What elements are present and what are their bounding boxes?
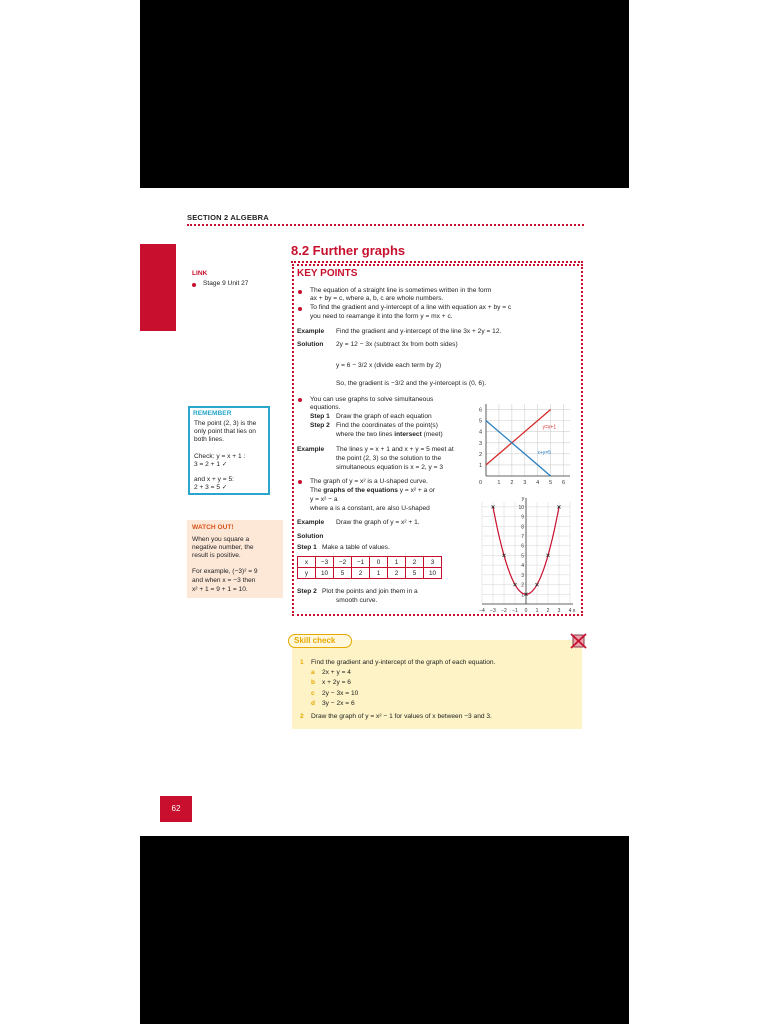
values-table <box>297 556 442 579</box>
simultaneous-equations-graph <box>474 398 574 488</box>
watch-line3: result is positive. <box>192 552 241 559</box>
page-number: 62 <box>171 804 181 813</box>
series-line <box>486 410 551 465</box>
table-row <box>298 557 442 568</box>
top-black-bar <box>140 0 629 188</box>
intersect-word: intersect <box>394 431 422 438</box>
key-points-heading: KEY POINTS <box>297 268 358 279</box>
bottom-black-bar <box>140 836 629 1024</box>
y-tick-label: 2 <box>521 582 524 589</box>
step1b-text: Make a table of values. <box>322 544 390 551</box>
x-tick-label: 6 <box>562 480 566 486</box>
example1-label: Example <box>297 328 325 335</box>
table-cell: −2 <box>334 557 352 568</box>
page-edge-tab <box>140 244 176 331</box>
y-tick-label: 1 <box>521 592 524 599</box>
series-label: x+y=5 <box>537 449 551 456</box>
x-tick-label: −3 <box>490 608 496 614</box>
x-tick-label: −4 <box>479 608 485 614</box>
watch-line1: When you square a <box>192 536 250 543</box>
page-title: 8.2 Further graphs <box>291 243 406 258</box>
p4-line2-bold: graphs of the equations <box>323 487 398 494</box>
series-line <box>486 421 551 476</box>
remember-line6: and x + y = 5: <box>194 476 234 483</box>
q1d-label: d <box>311 700 316 707</box>
kp-point3-line2: equations. <box>310 404 341 411</box>
x-tick-label: 4 <box>568 608 572 614</box>
kp-point4-line1: The graph of y = x² is a U-shaped curve. <box>310 478 428 485</box>
watch-line2: negative number, the <box>192 544 254 551</box>
watch-line5: and when x = −3 then <box>192 577 256 584</box>
y-tick-label: 5 <box>521 553 524 560</box>
page-number-tab <box>160 796 192 822</box>
q1c-text: 2y − 3x = 10 <box>322 690 359 697</box>
table-cell: 0 <box>370 557 388 568</box>
solution3-label: Solution <box>297 533 324 540</box>
section-divider <box>187 224 584 226</box>
x-tick-label: 2 <box>546 608 550 614</box>
example2-label: Example <box>297 446 325 453</box>
example2-line1: The lines y = x + 1 and x + y = 5 meet at <box>336 446 454 453</box>
calculator-not-allowed-icon <box>570 633 587 649</box>
link-title: LINK <box>192 270 208 277</box>
step2-text: Find the coordinates of the point(s) <box>336 422 438 429</box>
example1-text: Find the gradient and y-intercept of the line 3x + 2y = 12. <box>336 328 502 335</box>
bullet-3 <box>298 398 302 402</box>
link-item[interactable]: Stage 9 Unit 27 <box>203 280 249 287</box>
watch-line4: For example, (−3)² = 9 <box>192 568 258 575</box>
title-divider <box>291 261 583 263</box>
link-bullet <box>192 283 196 287</box>
q1-number: 1 <box>300 659 304 666</box>
y-tick-label: 4 <box>521 563 524 570</box>
skill-check-title: Skill check <box>294 636 336 645</box>
step2b-text: Plot the points and join them in a <box>322 588 418 595</box>
kp-point1-line2: ax + by = c, where a, b, c are whole numbers. <box>310 295 444 302</box>
table-cell: 10 <box>316 568 334 579</box>
kp-point4-line4: where a is a constant, are also U-shaped <box>310 505 430 512</box>
kp-point2-line2: you need to rearrange it into the form y = mx + c. <box>310 313 453 320</box>
section-heading: SECTION 2 ALGEBRA <box>187 213 269 222</box>
step2-line2 <box>336 431 443 439</box>
table-cell: 3 <box>424 557 442 568</box>
p4-line2-c: y = x² + a or <box>397 487 435 494</box>
y-tick-label: 1 <box>478 462 482 469</box>
q1b-text: x + 2y = 6 <box>322 679 351 686</box>
origin-label: 0 <box>478 480 482 486</box>
table-cell: 2 <box>388 568 406 579</box>
y-tick-label: 8 <box>521 524 524 531</box>
table-cell: −3 <box>316 557 334 568</box>
bullet-1 <box>298 290 302 294</box>
remember-line2: only point that lies on <box>194 428 256 435</box>
x-tick-label: 5 <box>549 480 553 486</box>
solution1-line2: y = 6 − 3/2 x (divide each term by 2) <box>336 362 442 369</box>
table-cell: 5 <box>406 568 424 579</box>
x-tick-label: 2 <box>510 480 514 486</box>
solution1-label: Solution <box>297 341 324 348</box>
kp-point4-line3: y = x² − a <box>310 496 338 503</box>
table-row <box>298 568 442 579</box>
step1-label: Step 1 <box>310 413 330 420</box>
y-tick-label: 9 <box>521 514 524 521</box>
table-cell: 1 <box>388 557 406 568</box>
remember-line1: The point (2, 3) is the <box>194 420 257 427</box>
x-tick-label: 3 <box>557 608 561 614</box>
x-tick-label: 4 <box>536 480 540 486</box>
y-tick-label: 7 <box>521 534 524 540</box>
series-label: y=x+1 <box>542 424 557 431</box>
q1a-text: 2x + y = 4 <box>322 669 351 676</box>
y-tick-label: 6 <box>521 543 524 550</box>
y-tick-label: 4 <box>478 429 482 436</box>
step2b-line2: smooth curve. <box>336 597 378 604</box>
q1c-label: c <box>311 690 315 697</box>
solution1-line3: So, the gradient is −3/2 and the y-intercept is (0, 6). <box>336 380 487 387</box>
example2-line2: the point (2, 3) so the solution to the <box>336 455 442 462</box>
example3-text: Draw the graph of y = x² + 1. <box>336 519 420 526</box>
table-cell: 2 <box>352 568 370 579</box>
kp-point1-line1: The equation of a straight line is sometimes written in the form <box>310 287 492 294</box>
table-header-y: y <box>298 568 316 579</box>
kp-point2-line1: To find the gradient and y-intercept of a line with equation ax + by = c <box>310 304 512 311</box>
y-tick-label: 2 <box>478 451 482 458</box>
watch-out-title: WATCH OUT! <box>192 524 234 531</box>
x-tick-label: 3 <box>523 480 527 486</box>
x-axis-label: x <box>572 608 576 614</box>
y-tick-label: 3 <box>521 572 524 579</box>
step2b-label: Step 2 <box>297 588 317 595</box>
x-tick-label: −2 <box>501 608 507 614</box>
q1d-text: 3y − 2x = 6 <box>322 700 355 707</box>
y-tick-label: 10 <box>518 504 524 511</box>
bullet-4 <box>298 480 302 484</box>
y-axis-label: y <box>521 496 525 502</box>
remember-line3: both lines. <box>194 436 225 443</box>
q1-text: Find the gradient and y-intercept of the graph of each equation. <box>311 659 496 666</box>
example2-line3: simultaneous equation is x = 2, y = 3 <box>336 464 444 471</box>
q2-number: 2 <box>300 713 304 720</box>
step2-label: Step 2 <box>310 422 330 429</box>
table-cell: −1 <box>352 557 370 568</box>
remember-line5: 3 = 2 + 1 ✓ <box>194 461 228 468</box>
x-tick-label: 0 <box>524 608 528 614</box>
table-cell: 2 <box>406 557 424 568</box>
table-cell: 1 <box>370 568 388 579</box>
q2-text: Draw the graph of y = x² − 1 for values of x between −3 and 3. <box>311 713 492 720</box>
x-tick-label: −1 <box>512 608 518 614</box>
remember-line4: Check: y = x + 1 : <box>194 453 246 460</box>
parabola-graph <box>476 494 576 616</box>
remember-line7: 2 + 3 = 5 ✓ <box>194 484 228 491</box>
table-cell: 5 <box>334 568 352 579</box>
step2-line2-a: where the two lines <box>336 431 395 438</box>
bullet-2 <box>298 307 302 311</box>
q1b-label: b <box>311 679 316 686</box>
y-tick-label: 6 <box>478 407 482 414</box>
solution1-line1: 2y = 12 − 3x (subtract 3x from both sides) <box>336 341 458 348</box>
table-header-x: x <box>298 557 316 568</box>
step1-text: Draw the graph of each equation <box>336 413 432 420</box>
example3-label: Example <box>297 519 325 526</box>
q1a-label: a <box>311 669 315 676</box>
p4-line2-a: The <box>310 487 324 494</box>
y-tick-label: 5 <box>478 418 482 425</box>
watch-line6: x² + 1 = 9 + 1 = 10. <box>192 586 248 593</box>
remember-title: REMEMBER <box>193 410 232 417</box>
step1b-label: Step 1 <box>297 544 317 551</box>
y-tick-label: 3 <box>478 440 482 447</box>
x-tick-label: 1 <box>497 480 501 486</box>
kp-point3-line1: You can use graphs to solve simultaneous <box>310 396 434 403</box>
table-cell: 10 <box>424 568 442 579</box>
step2-line2-c: (meet) <box>421 431 443 438</box>
x-tick-label: 1 <box>535 608 539 614</box>
kp-point4-line2 <box>310 487 435 495</box>
